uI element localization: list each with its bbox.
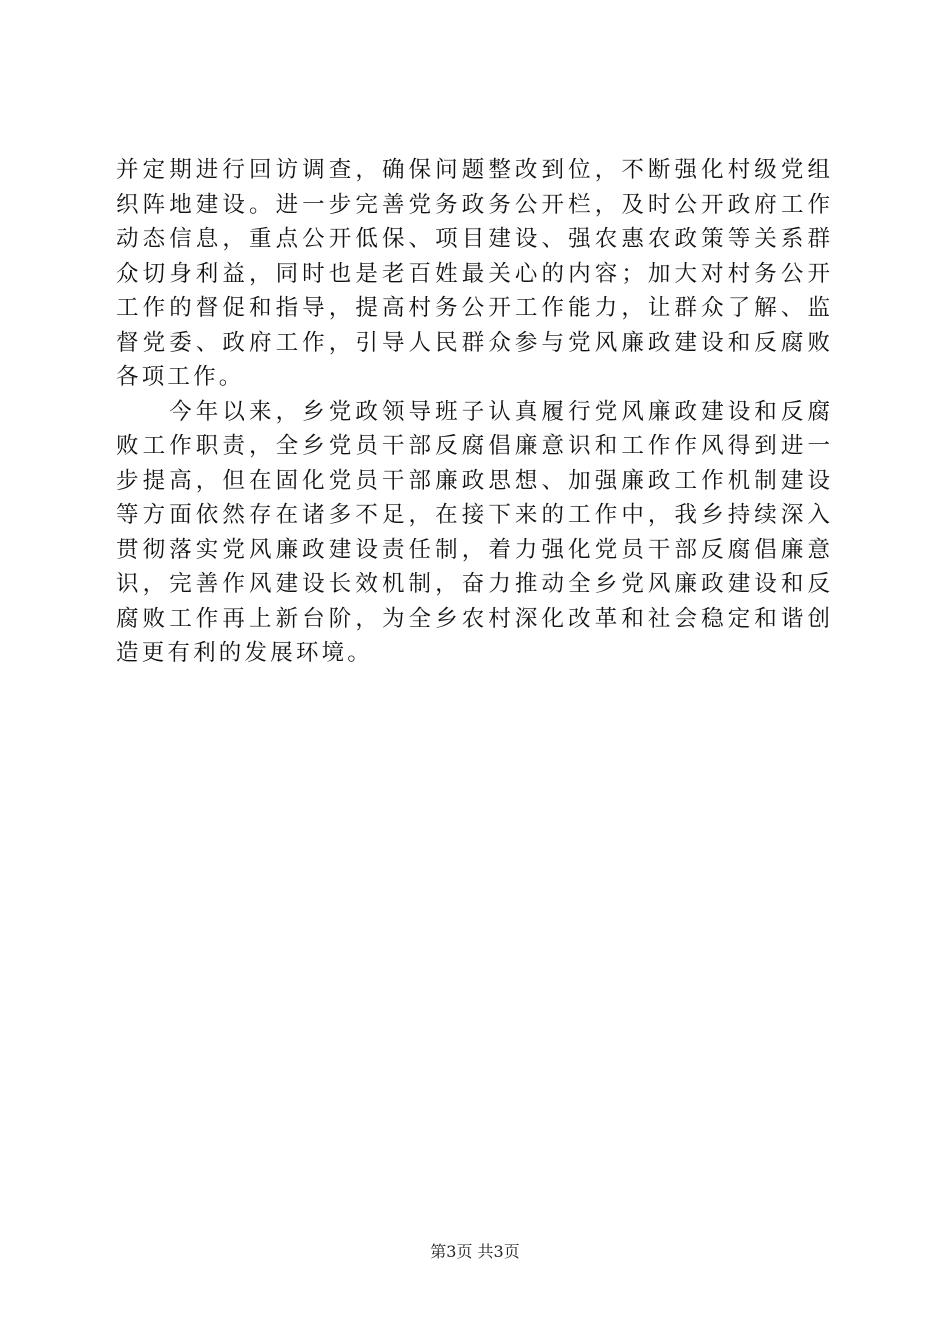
page-number-label: 第3页 共3页 — [430, 1242, 520, 1261]
text-line: 步提高，但在固化党员干部廉政思想、加强廉政工作机制建设 — [116, 467, 830, 494]
text-line: 贯彻落实党风廉政建设责任制，着力强化党员干部反腐倡廉意 — [116, 536, 830, 563]
paragraph-1 — [116, 153, 830, 395]
text-line: 造更有利的发展环境。 — [116, 640, 374, 666]
text-line: 腐败工作再上新台阶，为全乡农村深化改革和社会稳定和谐创 — [116, 605, 830, 632]
text-line: 众切身利益，同时也是老百姓最关心的内容；加大对村务公开 — [116, 260, 830, 287]
text-line: 各项工作。 — [116, 364, 245, 390]
text-line: 败工作职责，全乡党员干部反腐倡廉意识和工作作风得到进一 — [116, 433, 830, 459]
text-line: 工作的督促和指导，提高村务公开工作能力，让群众了解、监 — [116, 295, 830, 321]
document-body — [116, 153, 830, 671]
text-line: 督党委、政府工作，引导人民群众参与党风廉政建设和反腐败 — [116, 329, 830, 356]
text-line: 等方面依然存在诸多不足，在接下来的工作中，我乡持续深入 — [116, 502, 830, 528]
page-footer — [0, 1241, 950, 1263]
text-line: 织阵地建设。进一步完善党务政务公开栏，及时公开政府工作 — [116, 191, 830, 218]
text-line: 识，完善作风建设长效机制，奋力推动全乡党风廉政建设和反 — [116, 571, 830, 597]
paragraph-2 — [116, 395, 830, 671]
text-line: 并定期进行回访调查，确保问题整改到位，不断强化村级党组 — [116, 157, 830, 183]
text-line: 今年以来，乡党政领导班子认真履行党风廉政建设和反腐 — [116, 398, 830, 425]
text-line: 动态信息，重点公开低保、项目建设、强农惠农政策等关系群 — [116, 226, 830, 252]
